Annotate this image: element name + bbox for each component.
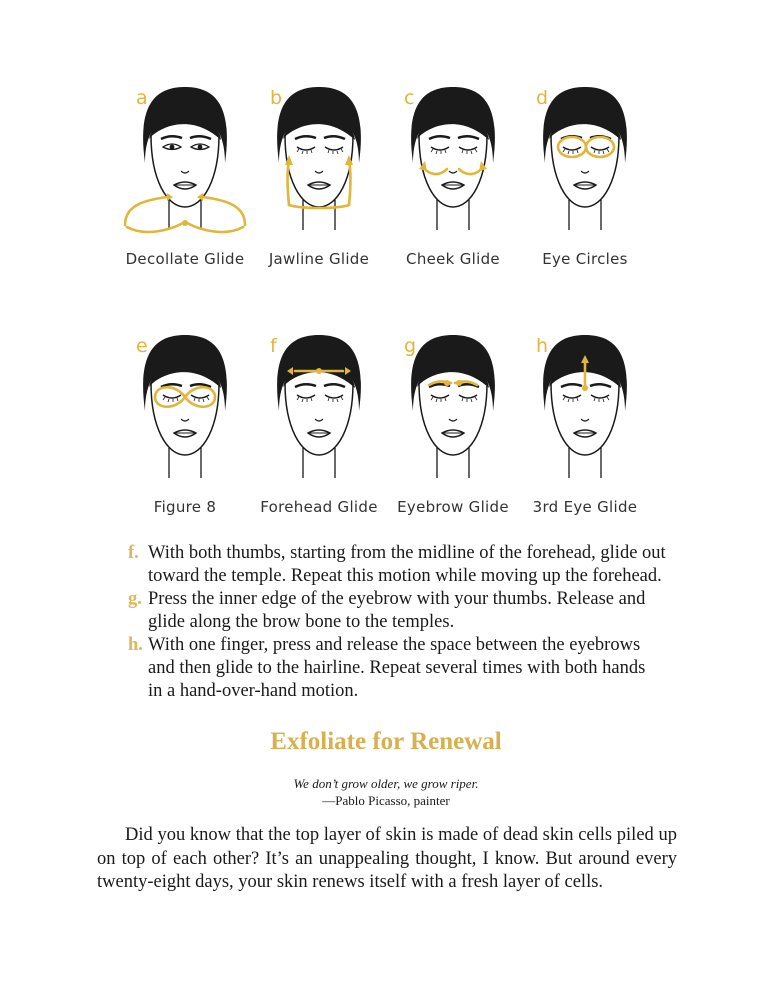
figure-letter: h [536,335,549,357]
figure-caption: Forehead Glide [260,498,378,516]
figure-caption: 3rd Eye Glide [532,498,638,516]
figure-letter: f [270,335,277,357]
step-label: f. [128,543,139,563]
figure-d [520,85,650,280]
figure-caption: Eye Circles [542,250,628,268]
step-line: Press the inner edge of the eyebrow with your thumbs. Release and [148,589,646,609]
figure-f [254,333,384,528]
step-f [128,542,688,588]
epigraph-attribution: —Pablo Picasso, painter [322,793,450,808]
face-illustration [383,85,523,245]
step-line: and then glide to the hairline. Repeat several times with both hands [148,658,646,678]
section-title: Exfoliate for Renewal [270,728,502,755]
figure-letter: d [536,87,549,109]
step-label: h. [128,635,143,655]
face-illustration [249,85,389,245]
face-illustration [383,333,523,493]
figure-letter: g [404,335,417,357]
figure-letter: c [404,87,415,109]
step-line: in a hand-over-hand motion. [148,681,359,701]
figure-caption: Eyebrow Glide [397,498,509,516]
step-g [128,588,688,634]
figure-letter: e [136,335,148,357]
step-line: With one finger, press and release the space between the eyebrows [148,635,641,655]
face-illustration [515,85,655,245]
step-label: g. [128,589,142,609]
body-paragraph: Did you know that the top layer of skin is made of dead skin cells piled up on top of each other? It’s an unappealing thought, I know. But around every twenty-eight days, your skin renews itself with a fresh layer of cells. [97,825,677,892]
figure-caption: Cheek Glide [406,250,500,268]
face-illustration [515,333,655,493]
step-h [128,634,688,703]
step-line: With both thumbs, starting from the midline of the forehead, glide out [148,543,666,563]
instruction-steps [128,542,688,703]
figure-e [120,333,250,528]
figure-g [388,333,518,528]
face-illustration [115,333,255,493]
figure-letter: b [270,87,283,109]
face-illustration [115,85,255,245]
step-line: toward the temple. Repeat this motion while moving up the forehead. [148,566,662,586]
figure-a [120,85,250,280]
epigraph-quote: We don’t grow older, we grow riper. [293,776,479,791]
figure-letter: a [136,87,148,109]
step-line: glide along the brow bone to the temples. [148,612,455,632]
figure-caption: Jawline Glide [268,250,370,268]
figure-h [520,333,650,528]
figure-caption: Decollate Glide [125,250,245,268]
figure-caption: Figure 8 [153,498,217,516]
face-illustration [249,333,389,493]
epigraph [0,775,772,809]
figure-b [254,85,384,280]
figure-c [388,85,518,280]
